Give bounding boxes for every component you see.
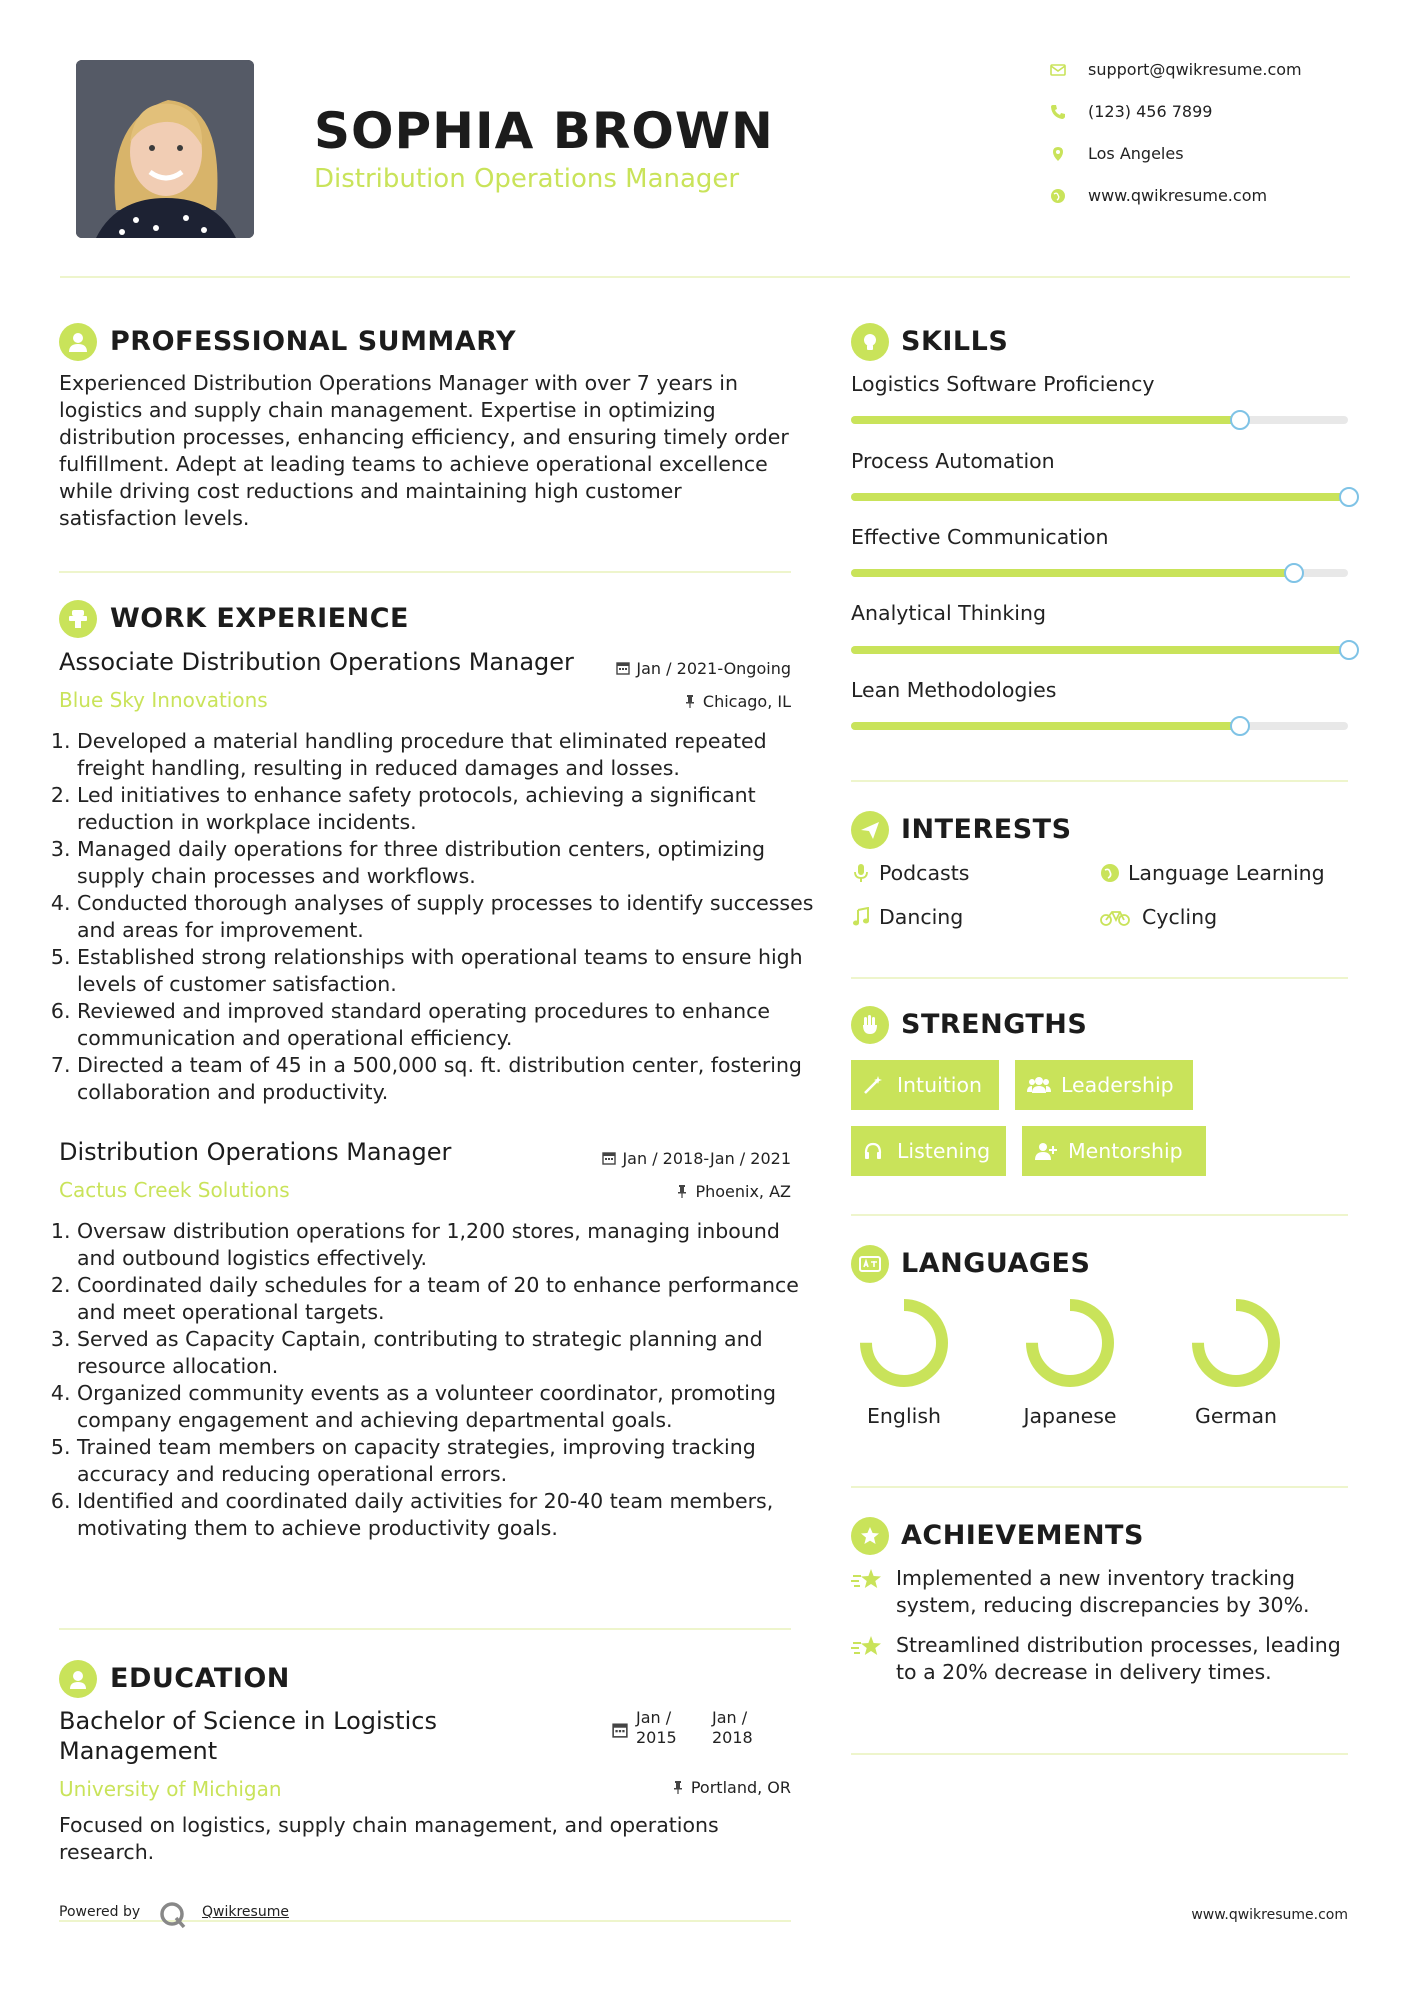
skill-label: Effective Communication bbox=[851, 525, 1109, 549]
email-icon bbox=[1050, 62, 1066, 78]
list-item: 1. Developed a material handling procedure that eliminated repeated freight handling, resulting in reduced damages and losses. bbox=[77, 728, 817, 782]
list-item: 6. Identified and coordinated daily activities for 20-40 team members, motivating them to achieve productivity goals. bbox=[77, 1488, 817, 1542]
skill-bar bbox=[851, 493, 1348, 501]
job-location bbox=[683, 692, 791, 711]
calendar-icon bbox=[616, 661, 630, 675]
skill-label: Process Automation bbox=[851, 449, 1055, 473]
profile-photo bbox=[76, 60, 254, 238]
language-ring bbox=[859, 1298, 949, 1388]
bicycle-icon bbox=[1100, 907, 1130, 927]
magic-wand-icon bbox=[863, 1075, 883, 1095]
experience-heading: WORK EXPERIENCE bbox=[110, 603, 409, 634]
interest-label: Language Learning bbox=[1128, 861, 1325, 885]
star-icon bbox=[851, 1567, 883, 1595]
job-company: Blue Sky Innovations bbox=[59, 688, 268, 712]
pin-icon bbox=[675, 1184, 689, 1198]
music-note-icon bbox=[851, 907, 871, 927]
job-responsibilities bbox=[59, 1218, 817, 1542]
user-plus-icon bbox=[1034, 1141, 1058, 1161]
language-ring-arc bbox=[1198, 1305, 1274, 1381]
interest-label: Dancing bbox=[879, 905, 964, 929]
pin-icon bbox=[671, 1780, 685, 1794]
contact-phone-text: (123) 456 7899 bbox=[1088, 102, 1213, 121]
list-item: 3. Served as Capacity Captain, contributing to strategic planning and resource allocation. bbox=[77, 1326, 817, 1380]
skill-bar-fill bbox=[851, 416, 1239, 424]
skill-bar-fill bbox=[851, 569, 1293, 577]
education-heading: EDUCATION bbox=[110, 1663, 290, 1694]
pin-icon bbox=[683, 694, 697, 708]
translate-icon bbox=[851, 1245, 889, 1283]
strength-badge bbox=[851, 1126, 1006, 1176]
language-label: German bbox=[1194, 1404, 1278, 1428]
date-part: Jan / bbox=[636, 1708, 672, 1727]
list-item: 4. Conducted thorough analyses of supply processes to identify successes and areas for improvement. bbox=[77, 890, 817, 944]
date-part: Jan / bbox=[712, 1708, 748, 1727]
achievement-text: Streamlined distribution processes, leading to a 20% decrease in delivery times. bbox=[896, 1633, 1341, 1684]
calendar-icon bbox=[602, 1151, 616, 1165]
strength-badge bbox=[851, 1060, 999, 1110]
achievements-divider bbox=[851, 1753, 1348, 1755]
skill-bar-knob bbox=[1339, 487, 1359, 507]
date-part: 2018 bbox=[712, 1728, 753, 1747]
candidate-name: SOPHIA BROWN bbox=[314, 102, 774, 160]
achievement-text: Implemented a new inventory tracking system, reducing discrepancies by 30%. bbox=[896, 1566, 1310, 1617]
strength-label: Listening bbox=[897, 1139, 991, 1163]
list-item: 5. Trained team members on capacity strategies, improving tracking accuracy and reducing operational errors. bbox=[77, 1434, 817, 1488]
experience-divider bbox=[59, 1628, 791, 1630]
contact-website-text: www.qwikresume.com bbox=[1088, 186, 1268, 205]
language-item bbox=[834, 1298, 974, 1428]
degree-line: Management bbox=[59, 1737, 218, 1765]
job-title: Distribution Operations Manager bbox=[59, 1138, 452, 1166]
job-date-text: Jan / 2021-Ongoing bbox=[636, 659, 791, 678]
school-name: University of Michigan bbox=[59, 1777, 282, 1801]
calendar-icon bbox=[612, 1722, 628, 1738]
brand-link[interactable]: Qwikresume bbox=[202, 1904, 289, 1920]
skill-bar-fill bbox=[851, 722, 1239, 730]
headphones-icon bbox=[863, 1141, 883, 1161]
contact-location-text: Los Angeles bbox=[1088, 144, 1184, 163]
list-item: 7. Directed a team of 45 in a 500,000 sq. ft. distribution center, fostering collaboration and productivity. bbox=[77, 1052, 817, 1106]
skill-bar-knob bbox=[1230, 410, 1250, 430]
language-ring bbox=[1025, 1298, 1115, 1388]
education-location bbox=[671, 1778, 791, 1797]
skill-bar-knob bbox=[1284, 563, 1304, 583]
group-icon bbox=[1027, 1075, 1051, 1095]
education-location-text: Portland, OR bbox=[690, 1778, 791, 1797]
candidate-title: Distribution Operations Manager bbox=[314, 164, 740, 194]
strength-label: Leadership bbox=[1061, 1073, 1174, 1097]
skill-bar-knob bbox=[1230, 716, 1250, 736]
strength-badge bbox=[1022, 1126, 1206, 1176]
degree-line: Bachelor of Science in Logistics bbox=[59, 1707, 437, 1735]
globe-icon bbox=[1050, 188, 1066, 204]
language-label: English bbox=[866, 1404, 942, 1428]
languages-divider bbox=[851, 1486, 1348, 1488]
strength-label: Mentorship bbox=[1068, 1139, 1183, 1163]
interests-heading: INTERESTS bbox=[901, 814, 1072, 845]
powered-by-text: Powered by bbox=[59, 1904, 141, 1920]
skill-bar-fill bbox=[851, 493, 1348, 501]
list-item: 4. Organized community events as a volunteer coordinator, promoting company engagement and achieving departmental goals. bbox=[77, 1380, 817, 1434]
job-title: Associate Distribution Operations Manager bbox=[59, 648, 574, 676]
job-date-text: Jan / 2018-Jan / 2021 bbox=[622, 1149, 791, 1168]
degree-title bbox=[59, 1706, 437, 1766]
star-icon bbox=[851, 1634, 883, 1662]
interests-divider bbox=[851, 977, 1348, 979]
skills-divider bbox=[851, 780, 1348, 782]
job-date bbox=[602, 1149, 791, 1168]
skill-bar bbox=[851, 569, 1348, 577]
hand-icon bbox=[851, 1006, 889, 1044]
job-company: Cactus Creek Solutions bbox=[59, 1178, 290, 1202]
lightbulb-icon bbox=[851, 323, 889, 361]
list-item: 3. Managed daily operations for three distribution centers, optimizing supply chain processes and workflows. bbox=[77, 836, 817, 890]
badge-star-icon bbox=[851, 1517, 889, 1555]
skill-bar bbox=[851, 646, 1348, 654]
job-location bbox=[675, 1182, 791, 1201]
education-start-date bbox=[636, 1708, 677, 1748]
job-date bbox=[616, 659, 791, 678]
list-item: 2. Coordinated daily schedules for a team of 20 to enhance performance and meet operational targets. bbox=[77, 1272, 817, 1326]
skill-label: Logistics Software Proficiency bbox=[851, 372, 1155, 396]
achievements-heading: ACHIEVEMENTS bbox=[901, 1520, 1144, 1551]
languages-heading: LANGUAGES bbox=[901, 1248, 1091, 1279]
summary-text: Experienced Distribution Operations Manager with over 7 years in logistics and supply chain management. Expertise in optimizing distribution processes, enhancing efficiency, and ensuring timely order fulfillment. Adept at leading teams to achieve operational excellence while driving cost reductions and maintaining high customer satisfaction levels. bbox=[59, 371, 789, 530]
skill-bar-fill bbox=[851, 646, 1348, 654]
user-icon bbox=[59, 323, 97, 361]
job-location-text: Phoenix, AZ bbox=[695, 1182, 791, 1201]
interest-label: Cycling bbox=[1142, 905, 1218, 929]
graduation-icon bbox=[59, 1660, 97, 1698]
job-responsibilities bbox=[59, 728, 817, 1106]
strength-badge bbox=[1015, 1060, 1193, 1110]
list-item: 2. Led initiatives to enhance safety protocols, achieving a significant reduction in workplace incidents. bbox=[77, 782, 817, 836]
language-ring-arc bbox=[866, 1305, 942, 1381]
header-divider bbox=[60, 276, 1350, 278]
location-icon bbox=[1050, 146, 1066, 162]
list-item: 5. Established strong relationships with operational teams to ensure high levels of customer satisfaction. bbox=[77, 944, 817, 998]
summary-divider bbox=[59, 571, 791, 573]
phone-icon bbox=[1050, 104, 1066, 120]
footer-url[interactable]: www.qwikresume.com bbox=[1191, 1907, 1348, 1923]
job-location-text: Chicago, IL bbox=[702, 692, 791, 711]
contact-email-text: support@qwikresume.com bbox=[1088, 60, 1302, 79]
skill-bar bbox=[851, 416, 1348, 424]
skill-bar-knob bbox=[1339, 640, 1359, 660]
language-ring-arc bbox=[1032, 1305, 1108, 1381]
skill-label: Lean Methodologies bbox=[851, 678, 1057, 702]
list-item: 6. Reviewed and improved standard operating procedures to enhance communication and operational efficiency. bbox=[77, 998, 817, 1052]
strength-label: Intuition bbox=[897, 1073, 983, 1097]
qwikresume-logo-icon bbox=[158, 1900, 188, 1930]
language-item bbox=[1166, 1298, 1306, 1428]
skills-heading: SKILLS bbox=[901, 326, 1009, 357]
globe-icon bbox=[1100, 863, 1120, 883]
list-item: 1. Oversaw distribution operations for 1,200 stores, managing inbound and outbound logistics effectively. bbox=[77, 1218, 817, 1272]
strengths-divider bbox=[851, 1214, 1348, 1216]
skill-label: Analytical Thinking bbox=[851, 601, 1046, 625]
language-ring bbox=[1191, 1298, 1281, 1388]
date-part: 2015 bbox=[636, 1728, 677, 1747]
language-item bbox=[1000, 1298, 1140, 1428]
summary-heading: PROFESSIONAL SUMMARY bbox=[110, 326, 517, 357]
skill-bar bbox=[851, 722, 1348, 730]
language-label: Japanese bbox=[1023, 1404, 1117, 1428]
education-description: Focused on logistics, supply chain management, and operations research. bbox=[59, 1813, 719, 1864]
paper-plane-icon bbox=[851, 811, 889, 849]
microphone-icon bbox=[851, 863, 871, 883]
interest-label: Podcasts bbox=[879, 861, 970, 885]
strengths-heading: STRENGTHS bbox=[901, 1009, 1088, 1040]
education-end-date bbox=[712, 1708, 753, 1748]
briefcase-icon bbox=[59, 600, 97, 638]
